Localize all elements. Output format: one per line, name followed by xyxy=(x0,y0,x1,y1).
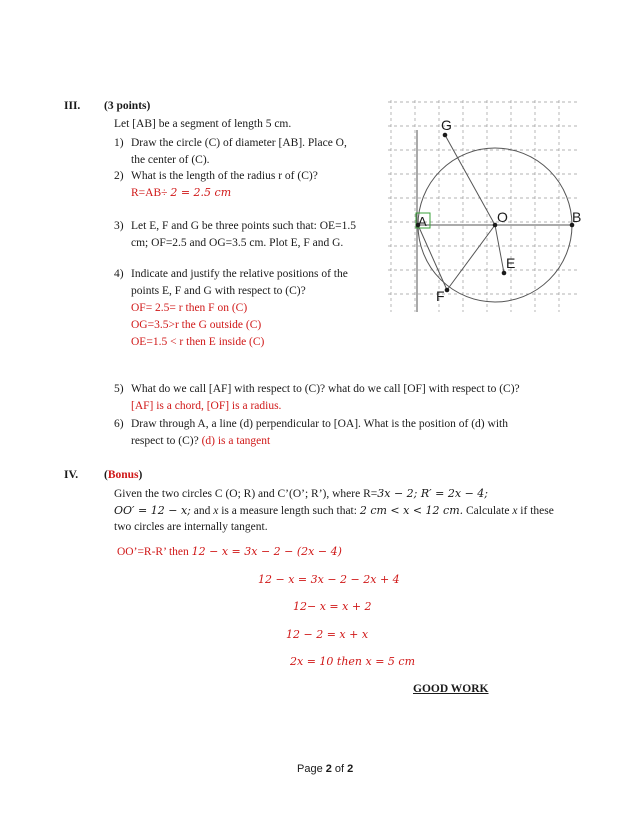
solution-line-4: 12 − 2 = x + x xyxy=(286,628,369,641)
solution-line-1 xyxy=(117,545,342,558)
q6-text-prefix: respect to (C)? xyxy=(131,435,199,447)
q6-text-line1: Draw through A, a line (d) perpendicular to [OA]. What is the position of (d) with xyxy=(131,418,508,430)
solution-line-5: 2x = 10 then x = 5 cm xyxy=(290,655,416,668)
q3-number: 3) xyxy=(114,220,124,232)
q4-text-line2: points E, F and G with respect to (C)? xyxy=(131,285,306,297)
label-b: B xyxy=(572,209,582,225)
page-footer xyxy=(297,763,353,775)
given-var-x: x xyxy=(213,505,219,517)
given-math-2: OO′ = 12 − x; xyxy=(114,504,191,517)
segment-of xyxy=(447,225,495,290)
given-text-5: if these xyxy=(517,505,554,517)
solution-line-3: 12− x = x + 2 xyxy=(293,600,372,613)
q6-answer: (d) is a tangent xyxy=(201,435,271,447)
q4-answer-3: OE=1.5 < r then E inside (C) xyxy=(131,336,265,348)
q4-answer-1: OF= 2.5= r then F on (C) xyxy=(131,302,248,314)
section-4-number: IV. xyxy=(64,469,79,481)
bonus-close-paren: ) xyxy=(138,469,143,481)
given-math-1: 3x − 2; R′ = 2x − 4; xyxy=(377,487,488,500)
bonus-label: Bonus xyxy=(107,469,139,481)
q6-number: 6) xyxy=(114,418,124,430)
q3-text-line1: Let E, F and G be three points such that: OE=1.5 xyxy=(131,220,356,232)
q2-number: 2) xyxy=(114,170,124,182)
footer-page-total: 2 xyxy=(347,763,354,775)
footer-page-number: 2 xyxy=(325,763,332,775)
point-f xyxy=(445,288,450,293)
solution-line-2: 12 − x = 3x − 2 − 2x + 4 xyxy=(258,573,400,586)
label-a: A xyxy=(418,214,427,229)
footer-page-word: Page xyxy=(297,763,326,775)
q3-text-line2: cm; OF=2.5 and OG=3.5 cm. Plot E, F and G. xyxy=(131,237,344,249)
section-3-intro: Let [AB] be a segment of length 5 cm. xyxy=(114,118,292,130)
point-g xyxy=(443,133,448,138)
section-4-given-line2 xyxy=(114,504,554,517)
given-var-x-2: x xyxy=(512,505,518,517)
section-4-title xyxy=(104,469,142,481)
q4-answer-2: OG=3.5>r the G outside (C) xyxy=(131,319,262,331)
q1-number: 1) xyxy=(114,137,124,149)
label-g: G xyxy=(441,117,452,133)
section-4-given-line3: two circles are internally tangent. xyxy=(114,521,268,533)
closing-good-work: GOOD WORK xyxy=(413,683,489,695)
segment-oe xyxy=(495,225,504,273)
section-3-points: (3 points) xyxy=(104,100,151,112)
point-e xyxy=(502,271,507,276)
solution-1-text: OO’=R-R’ then xyxy=(117,546,192,558)
q5-text: What do we call [AF] with respect to (C)? what do we call [OF] with respect to (C)? xyxy=(131,383,520,395)
solution-1-math: 12 − x = 3x − 2 − (2x − 4) xyxy=(191,545,342,558)
label-f: F xyxy=(436,288,445,304)
q4-text-line1: Indicate and justify the relative positions of the xyxy=(131,268,348,280)
given-text-3: is a measure length such that: xyxy=(218,505,360,517)
q2-answer-text: R=AB÷ xyxy=(131,187,168,199)
q4-number: 4) xyxy=(114,268,124,280)
q1-text-line1: Draw the circle (C) of diameter [AB]. Place O, xyxy=(131,137,347,149)
section-3-number: III. xyxy=(64,100,81,112)
section-4-given-line1 xyxy=(114,487,488,500)
q1-text-line2: the center of (C). xyxy=(131,154,210,166)
q2-answer xyxy=(131,186,231,199)
given-math-3: 2 cm < x < 12 cm. xyxy=(359,504,464,517)
chord-af xyxy=(418,225,447,290)
q2-text: What is the length of the radius r of (C)? xyxy=(131,170,318,182)
given-text-2: and xyxy=(190,505,214,517)
q5-answer: [AF] is a chord, [OF] is a radius. xyxy=(131,400,282,412)
given-text-4: Calculate xyxy=(463,505,513,517)
label-o: O xyxy=(497,209,508,225)
label-e: E xyxy=(506,255,516,271)
q6-text-line2 xyxy=(131,435,270,447)
q2-answer-math: 2 = 2.5 cm xyxy=(170,186,232,199)
q5-number: 5) xyxy=(114,383,124,395)
footer-of-word: of xyxy=(331,763,348,775)
bonus-open-paren: ( xyxy=(104,469,108,481)
geometry-figure xyxy=(388,100,582,312)
given-text-1: Given the two circles C (O; R) and C’(O’; R’), where R= xyxy=(114,488,378,500)
